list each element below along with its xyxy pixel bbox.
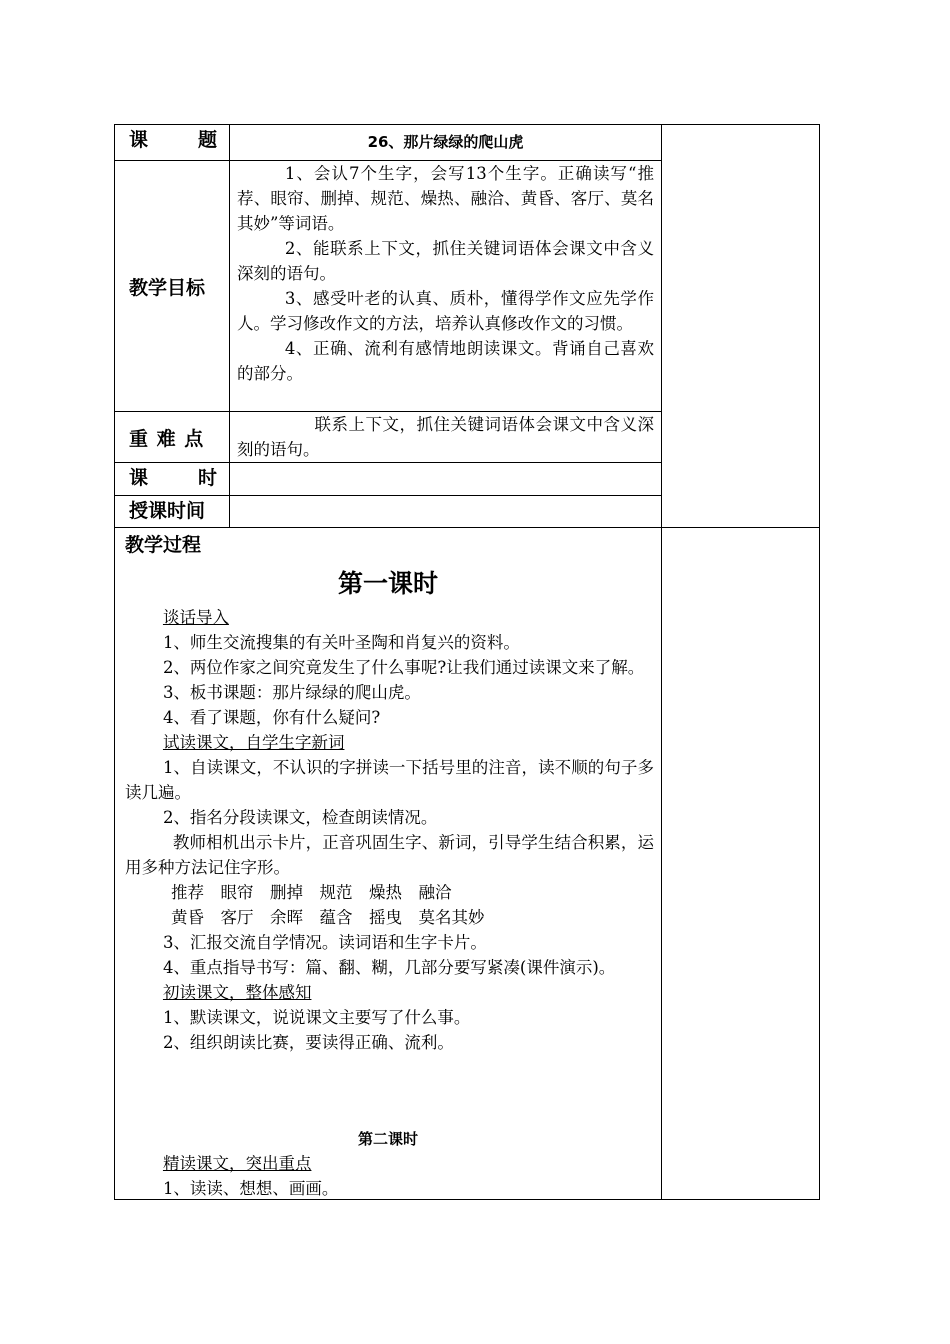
time-label-cell xyxy=(115,496,230,528)
process-line: 教师相机出示卡片，正音巩固生字、新词，引导学生结合积累，运用多种方法记住字形。 xyxy=(125,833,654,877)
section-heading: 初读课文，整体感知 xyxy=(162,983,312,1002)
process-line: 3、汇报交流自学情况。读词语和生字卡片。 xyxy=(162,933,487,952)
lesson-title: 26、那片绿绿的爬山虎 xyxy=(367,133,524,151)
process-line: 2、两位作家之间究竟发生了什么事呢?让我们通过读课文来了解。 xyxy=(162,658,645,677)
process-line: 3、板书课题：那片绿绿的爬山虎。 xyxy=(162,683,421,702)
process-cell xyxy=(115,528,662,1200)
hours-label-cell xyxy=(115,463,230,496)
section-heading: 谈话导入 xyxy=(162,608,229,627)
hours-value-cell xyxy=(230,463,662,496)
label-char: 课 xyxy=(129,467,149,489)
goals-label: 教学目标 xyxy=(129,276,206,299)
goals-label-cell xyxy=(115,161,230,412)
goal-item: 4、正确、流利有感情地朗读课文。背诵自己喜欢的部分。 xyxy=(237,339,654,383)
label-char: 课 xyxy=(129,129,149,151)
goals-cell xyxy=(230,161,662,412)
key-points-label: 重 难 点 xyxy=(129,427,204,450)
process-line: 1、自读课文，不认识的字拼读一下括号里的注音，读不顺的句子多读几遍。 xyxy=(125,758,654,802)
teaching-time-label: 授课时间 xyxy=(129,500,206,522)
notes-column-top xyxy=(662,125,820,528)
lesson-plan-table xyxy=(114,124,820,1200)
process-line: 4、看了课题，你有什么疑问? xyxy=(162,708,381,727)
process-line: 1、默读课文，说说课文主要写了什么事。 xyxy=(162,1008,471,1027)
process-line: 2、组织朗读比赛，要读得正确、流利。 xyxy=(162,1033,454,1052)
section-heading: 精读课文，突出重点 xyxy=(162,1154,312,1173)
hours-label xyxy=(115,463,229,490)
goal-item: 1、会认7个生字，会写13个生字。正确读写“推荐、眼帘、删掉、规范、燥热、融洽、黄昏、客厅、莫名其妙”等词语。 xyxy=(237,164,654,233)
process-heading: 教学过程 xyxy=(125,534,202,556)
topic-value-cell xyxy=(230,125,662,161)
process-line: 4、重点指导书写：篇、翻、糊，几部分要写紧凑(课件演示)。 xyxy=(162,958,616,977)
label-char: 时 xyxy=(197,467,217,489)
lesson-2-content xyxy=(115,1151,661,1201)
topic-label xyxy=(115,125,229,152)
lesson-1-content xyxy=(115,605,661,1055)
key-points-text: 联系上下文，抓住关键词语体会课文中含义深刻的语句。 xyxy=(237,415,654,459)
process-line: 2、指名分段读课文，检查朗读情况。 xyxy=(162,808,438,827)
goal-item: 2、能联系上下文，抓住关键词语体会课文中含义深刻的语句。 xyxy=(237,239,654,283)
process-line: 1、师生交流搜集的有关叶圣陶和肖复兴的资料。 xyxy=(162,633,520,652)
section-heading: 试读课文，自学生字新词 xyxy=(162,733,345,752)
key-label-cell xyxy=(115,412,230,463)
goal-item: 3、感受叶老的认真、质朴，懂得学作文应先学作人。学习修改作文的方法，培养认真修改作文的习惯。 xyxy=(237,289,654,333)
vocabulary-row: 推荐 眼帘 删掉 规范 燥热 融洽 xyxy=(171,883,452,902)
key-value-cell xyxy=(230,412,662,463)
topic-label-cell xyxy=(115,125,230,161)
lesson-2-title: 第二课时 xyxy=(357,1130,418,1148)
process-line: 1、读读、想想、画画。 xyxy=(162,1179,339,1198)
time-value-cell xyxy=(230,496,662,528)
vocabulary-row: 黄昏 客厅 余晖 蕴含 摇曳 莫名其妙 xyxy=(171,908,485,927)
notes-column-bottom xyxy=(662,528,820,1200)
label-char: 题 xyxy=(197,129,217,151)
lesson-1-title: 第一课时 xyxy=(337,569,438,598)
